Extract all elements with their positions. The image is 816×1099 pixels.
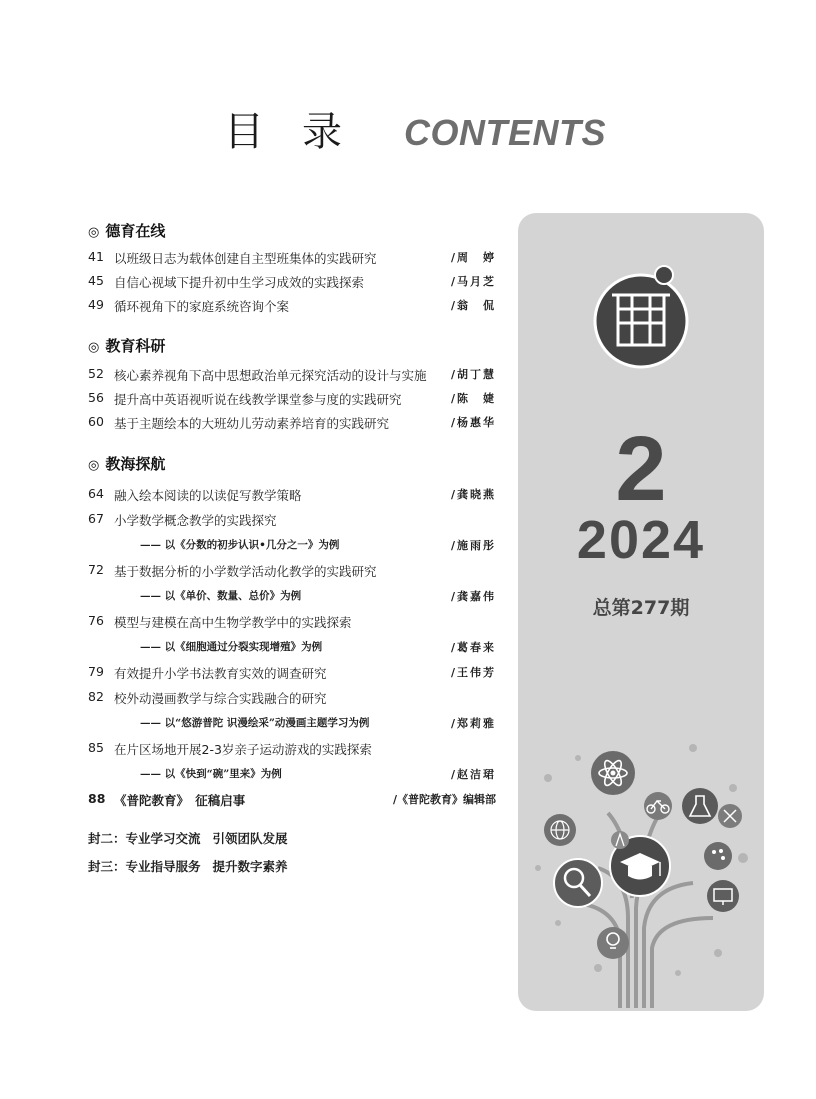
entry-author: /王伟芳: [450, 666, 496, 679]
entry-author: /周 婷: [450, 251, 496, 264]
compass-icon: [611, 831, 629, 849]
entry-title: 在片区场地开展2-3岁亲子运动游戏的实践探索: [114, 742, 372, 757]
magnifier-icon: [554, 859, 602, 907]
page-number: 41: [88, 249, 104, 264]
entry-title: 自信心视域下提升初中生学习成效的实践探索: [114, 275, 365, 290]
toc-entry[interactable]: [88, 689, 496, 709]
entry-title: 模型与建模在高中生物学教学中的实践探索: [114, 615, 352, 630]
entry-author: /郑莉雅: [450, 717, 496, 730]
entry-title: 《普陀教育》 征稿启事: [114, 793, 246, 808]
entry-author: /龚晓燕: [450, 488, 496, 501]
toc-entry[interactable]: [88, 791, 496, 811]
page-number: 45: [88, 273, 104, 288]
entry-author: /施雨彤: [450, 539, 496, 552]
entry-author: /龚嘉伟: [450, 590, 496, 603]
entry-title: 以班级日志为载体创建自主型班集体的实践研究: [114, 251, 377, 266]
entry-author: /葛春来: [450, 641, 496, 654]
cover-note: 封三：专业指导服务 提升数字素养: [88, 859, 288, 874]
entry-title: 融入绘本阅读的以读促写教学策略: [114, 488, 302, 503]
toc-entry[interactable]: [88, 249, 496, 269]
entry-subtitle: —— 以《细胞通过分裂实现增殖》为例: [140, 641, 323, 653]
entry-title: 核心素养视角下高中思想政治单元探究活动的设计与实施: [114, 368, 427, 383]
entry-author: /杨惠华: [450, 416, 496, 429]
entry-title: 有效提升小学书法教育实效的调查研究: [114, 666, 327, 681]
toc-entry[interactable]: [88, 366, 496, 386]
page-number: 82: [88, 689, 104, 704]
toc-entry[interactable]: [88, 664, 496, 684]
entry-subtitle: —— 以《单价、数量、总价》为例: [140, 590, 302, 602]
page-number: 72: [88, 562, 104, 577]
issue-number: 2: [615, 418, 667, 520]
issue-total: 总第277期: [592, 597, 690, 619]
entry-subtitle: —— 以《快到“碗”里来》为例: [140, 768, 282, 780]
entry-title: 基于主题绘本的大班幼儿劳动素养培育的实践研究: [114, 416, 390, 431]
section-heading: ◎ 教育科研: [88, 337, 166, 355]
cover-note: 封二：专业学习交流 引领团队发展: [88, 831, 288, 846]
toc-entry[interactable]: [88, 486, 496, 506]
flask-icon: [682, 788, 718, 824]
toc-entry[interactable]: [88, 273, 496, 293]
page-number: 64: [88, 486, 104, 501]
toc-entry[interactable]: [88, 613, 496, 633]
toc-entry[interactable]: [88, 414, 496, 434]
entry-subtitle: —— 以《分数的初步认识•几分之一》为例: [140, 539, 340, 551]
entry-title: 循环视角下的家庭系统咨询个案: [114, 299, 290, 314]
page-number: 88: [88, 791, 106, 806]
page-number: 52: [88, 366, 104, 381]
entry-author: /胡丁慧: [450, 368, 496, 381]
entry-author: /赵洁珺: [450, 768, 496, 781]
atom-icon: [591, 751, 635, 795]
toc-entry[interactable]: [88, 511, 496, 531]
palette-icon: [704, 842, 732, 870]
page-title-en: CONTENTS: [404, 112, 606, 153]
issue-year: 2024: [576, 510, 706, 570]
toc-subtitle: [140, 766, 496, 784]
entry-title: 提升高中英语视听说在线教学课堂参与度的实践研究: [114, 392, 402, 407]
page-title-cn: [224, 100, 346, 157]
entry-author: /《普陀教育》编辑部: [392, 793, 496, 806]
issue-panel: [518, 213, 764, 1011]
toc-subtitle: [140, 537, 496, 555]
entry-title: 小学数学概念教学的实践探究: [114, 513, 277, 528]
monitor-icon: [707, 880, 739, 912]
title-char-2: 录: [302, 109, 346, 155]
globe-icon: [544, 814, 576, 846]
lightbulb-icon: [597, 927, 629, 959]
section-heading: ◎ 教海探航: [88, 455, 166, 473]
entry-author: /马月芝: [450, 275, 496, 288]
page-number: 56: [88, 390, 104, 405]
title-char-1: 目: [224, 109, 268, 155]
page-number: 79: [88, 664, 104, 679]
page-number: 76: [88, 613, 104, 628]
toc-entry[interactable]: [88, 740, 496, 760]
entry-subtitle: —— 以“悠游普陀 识漫绘采”动漫画主题学习为例: [140, 717, 370, 729]
toc-entry[interactable]: [88, 562, 496, 582]
toc-subtitle: [140, 588, 496, 606]
section-heading: ◎ 德育在线: [88, 222, 166, 240]
toc-subtitle: [140, 715, 496, 733]
education-tree-illustration: [518, 718, 764, 1008]
scissors-icon: [718, 804, 742, 828]
bicycle-icon: [644, 792, 672, 820]
page-number: 49: [88, 297, 104, 312]
toc-entry[interactable]: [88, 297, 496, 317]
entry-title: 校外动漫画教学与综合实践融合的研究: [114, 691, 327, 706]
logo-emblem-icon: [592, 261, 690, 373]
toc-entry[interactable]: [88, 390, 496, 410]
page-number: 67: [88, 511, 104, 526]
toc-subtitle: [140, 639, 496, 657]
entry-author: /翁 侃: [450, 299, 496, 312]
entry-author: /陈 婕: [450, 392, 496, 405]
entry-title: 基于数据分析的小学数学活动化教学的实践研究: [114, 564, 377, 579]
page-number: 85: [88, 740, 104, 755]
page-number: 60: [88, 414, 104, 429]
